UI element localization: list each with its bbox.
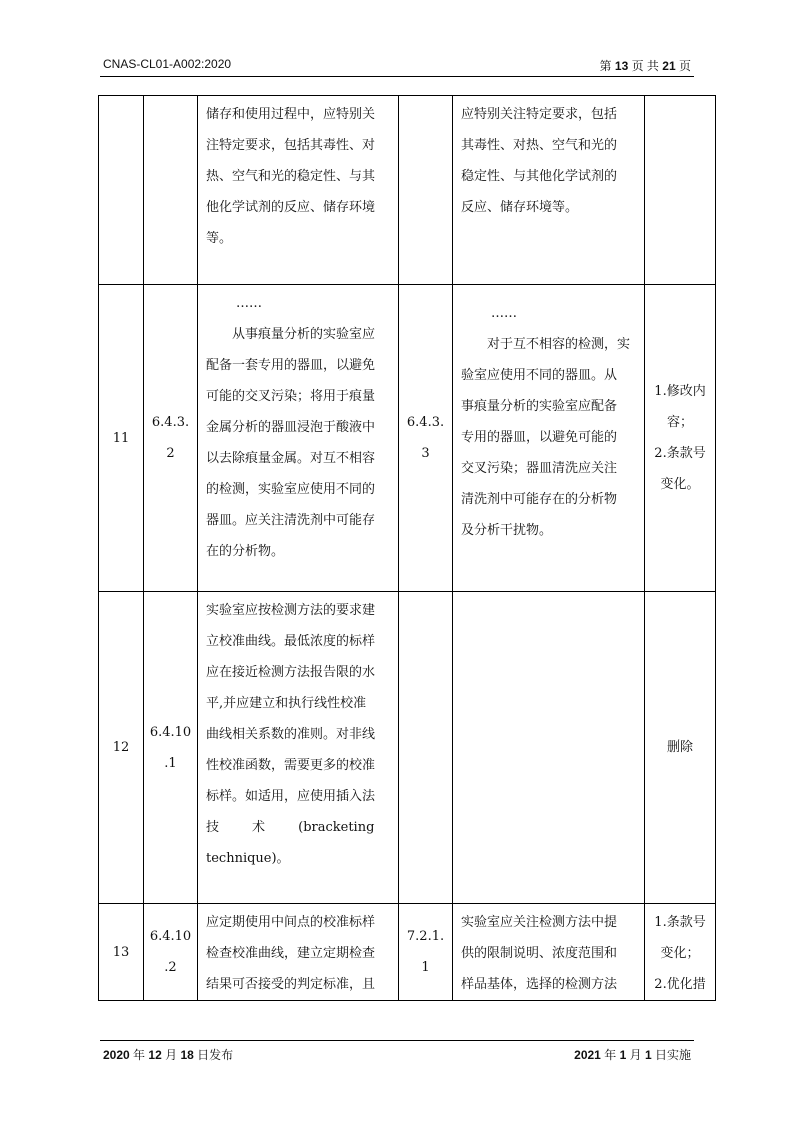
page-total: 21 bbox=[662, 59, 676, 73]
new-clause-cell bbox=[399, 592, 453, 904]
issue-date: 2020 年 12 月 18 日发布 bbox=[103, 1048, 234, 1062]
note-cell: 1.条款号 变化； 2.优化措 bbox=[645, 904, 716, 1001]
old-clause-cell: 6.4.3. 2 bbox=[144, 285, 198, 592]
footer-rule bbox=[100, 1040, 694, 1041]
old-clause-cell bbox=[144, 96, 198, 285]
old-text-cell: 应定期使用中间点的校准标样 检查校准曲线，建立定期检查 结果可否接受的判定标准，且 bbox=[198, 904, 399, 1001]
row-number-cell bbox=[99, 96, 144, 285]
row-number-cell: 11 bbox=[99, 285, 144, 592]
table-row bbox=[99, 904, 716, 1001]
header-rule bbox=[100, 76, 694, 77]
new-text-cell bbox=[453, 592, 645, 904]
old-text-cell: 实验室应按检测方法的要求建 立校准曲线。最低浓度的标样 应在接近检测方法报告限的水 平,并应建立和执行线性校准 曲线相关系数的准则。对非线 性校准函数，需要更多的校准 标样。如适用，应使用插入法 技 术 (bracketing technique)。 bbox=[198, 592, 399, 904]
old-text-cell: …… 从事痕量分析的实验室应 配备一套专用的器皿，以避免 可能的交叉污染；将用于痕量 金属分析的器皿浸泡于酸液中 以去除痕量金属。对互不相容 的检测，实验室应使用不同的 器皿。应关注清洗剂中可能存 在的分析物。 bbox=[198, 285, 399, 592]
note-cell bbox=[645, 96, 716, 285]
new-text-cell: …… 对于互不相容的检测，实 验室应使用不同的器皿。从 事痕量分析的实验室应配备 专用的器皿，以避免可能的 交叉污染；器皿清洗应关注 清洗剂中可能存在的分析物 及分析干扰物。 bbox=[453, 285, 645, 592]
page-footer bbox=[103, 1046, 691, 1066]
new-text-cell: 应特别关注特定要求，包括 其毒性、对热、空气和光的 稳定性、与其他化学试剂的 反应、储存环境等。 bbox=[453, 96, 645, 285]
old-clause-cell: 6.4.10 .2 bbox=[144, 904, 198, 1001]
page-number: 13 bbox=[614, 59, 629, 73]
old-text-cell: 储存和使用过程中，应特别关 注特定要求，包括其毒性、对 热、空气和光的稳定性、与其 他化学试剂的反应、储存环境 等。 bbox=[198, 96, 399, 285]
row-number-cell: 13 bbox=[99, 904, 144, 1001]
implementation-date: 2021 年 1 月 1 日实施 bbox=[574, 1048, 691, 1062]
new-text-cell: 实验室应关注检测方法中提 供的限制说明、浓度范围和 样品基体，选择的检测方法 bbox=[453, 904, 645, 1001]
note-cell: 删除 bbox=[645, 592, 716, 904]
new-clause-cell: 6.4.3. 3 bbox=[399, 285, 453, 592]
document-code: CNAS-CL01-A002:2020 bbox=[103, 57, 232, 71]
comparison-table bbox=[98, 95, 716, 1001]
table-row bbox=[99, 592, 716, 904]
note-cell: 1.修改内 容； 2.条款号 变化。 bbox=[645, 285, 716, 592]
table-row bbox=[99, 285, 716, 592]
page-indicator: 第 13 页 共 21 页 bbox=[599, 59, 691, 73]
new-clause-cell bbox=[399, 96, 453, 285]
new-clause-cell: 7.2.1. 1 bbox=[399, 904, 453, 1001]
old-clause-cell: 6.4.10 .1 bbox=[144, 592, 198, 904]
row-number-cell: 12 bbox=[99, 592, 144, 904]
table-row bbox=[99, 96, 716, 285]
page-header bbox=[103, 57, 691, 77]
